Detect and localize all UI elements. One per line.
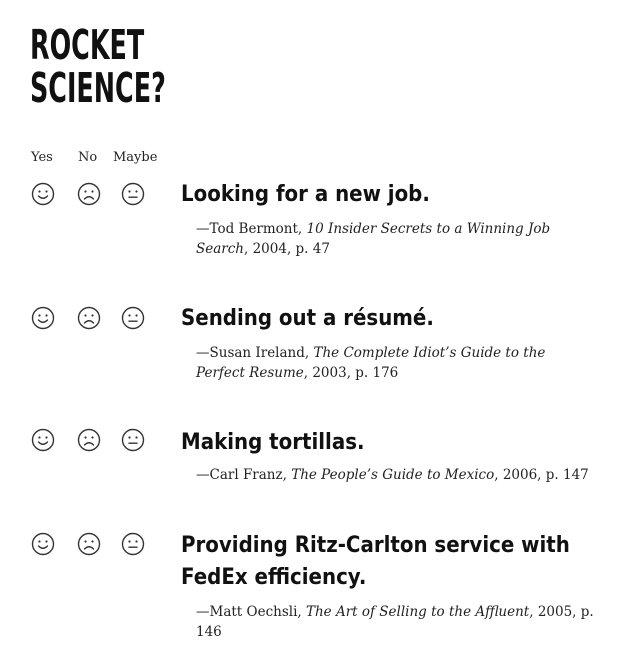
title-line-1: ROCKET <box>30 21 145 69</box>
page-title <box>30 21 166 112</box>
citation-details: , 2004, p. 47 <box>244 241 330 257</box>
frowning-face-icon[interactable] <box>77 182 101 206</box>
citation-author: —Susan Ireland, <box>196 345 314 361</box>
statement-text: Providing Ritz-Carlton service with FedEx efficiency. <box>181 533 570 590</box>
citation-details: , 2005, p. 146 <box>196 604 594 640</box>
neutral-face-icon[interactable] <box>121 182 145 206</box>
column-header-row <box>0 150 200 168</box>
frowning-face-icon[interactable] <box>77 428 101 452</box>
frowning-face-icon[interactable] <box>77 306 101 330</box>
statement-text: Looking for a new job. <box>181 182 430 207</box>
citation <box>196 465 596 485</box>
citation-author: —Matt Oechsli, <box>196 604 306 620</box>
frowning-face-icon[interactable] <box>77 532 101 556</box>
statement-text: Sending out a résumé. <box>181 306 434 331</box>
citation-book-title: 10 Insider Secrets to a Winning Job Search <box>196 221 551 257</box>
statement-text: Making tortillas. <box>181 430 365 455</box>
smiling-face-icon[interactable] <box>31 182 55 206</box>
citation-book-title: The People’s Guide to Mexico <box>291 467 495 483</box>
citation-book-title: The Art of Selling to the Affluent <box>305 604 530 620</box>
column-header-no: No <box>78 150 98 165</box>
smiling-face-icon[interactable] <box>31 306 55 330</box>
citation <box>196 343 596 383</box>
smiling-face-icon[interactable] <box>31 428 55 452</box>
title-line-2: SCIENCE? <box>30 64 166 112</box>
citation-details: , 2003, p. 176 <box>303 365 399 381</box>
column-header-yes: Yes <box>31 150 53 165</box>
neutral-face-icon[interactable] <box>121 428 145 452</box>
column-header-maybe: Maybe <box>113 150 158 165</box>
citation-book-title: The Complete Idiot’s Guide to the Perfect Resume <box>196 345 546 381</box>
citation-author: —Carl Franz, <box>196 467 292 483</box>
smiling-face-icon[interactable] <box>31 532 55 556</box>
neutral-face-icon[interactable] <box>121 532 145 556</box>
citation <box>196 219 596 259</box>
citation-author: —Tod Bermont, <box>196 221 307 237</box>
citation <box>196 602 596 642</box>
citation-details: , 2006, p. 147 <box>494 467 589 483</box>
neutral-face-icon[interactable] <box>121 306 145 330</box>
